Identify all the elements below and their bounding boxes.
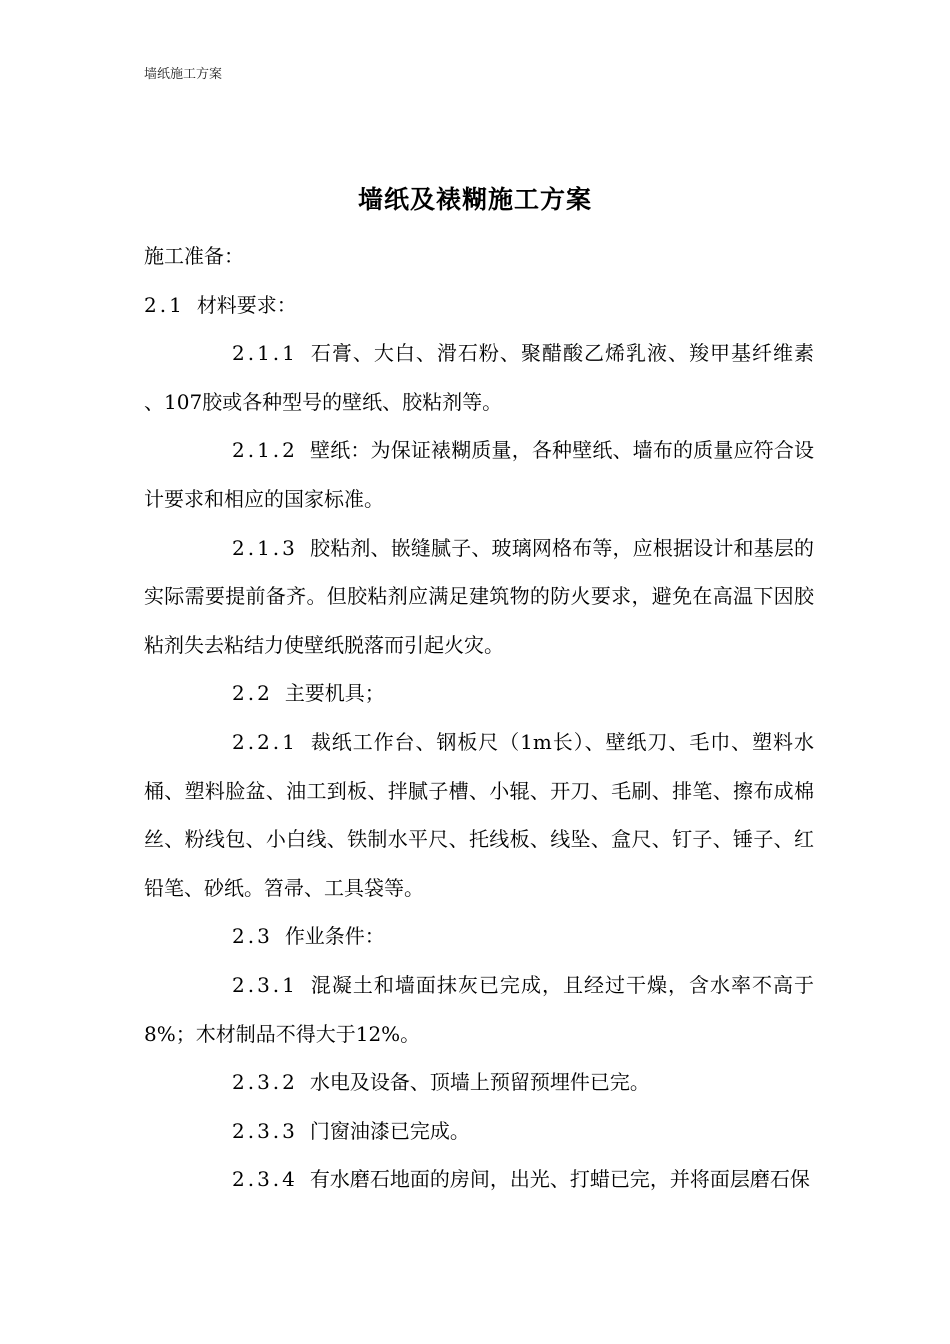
paragraph-2-3 [144,912,814,961]
running-header: 墙纸施工方案 [144,67,223,82]
paragraph-text: 混凝土和墙面抹灰已完成，且经过干燥，含水率不高于8%；木材制品不得大于12%。 [144,972,814,1046]
paragraph-2-3-2 [144,1058,814,1107]
paragraph-preparation [144,232,814,281]
paragraph-2-1-1 [144,329,814,426]
section-number: 2.3.3 [232,1118,298,1143]
document-body [144,232,814,1204]
section-number: 2.2.1 [232,729,298,754]
document-title: 墙纸及裱糊施工方案 [357,185,592,214]
paragraph-text: 壁纸：为保证裱糊质量，各种壁纸、墙布的质量应符合设计要求和相应的国家标准。 [144,438,814,511]
section-number: 2.1.1 [232,341,298,366]
section-number: 2.1 [144,292,185,317]
section-number: 2.3 [232,924,273,949]
paragraph-2-3-4 [144,1155,814,1204]
paragraph-2-2-1 [144,718,814,912]
paragraph-text: 裁纸工作台、钢板尺（1m长）、壁纸刀、毛巾、塑料水桶、塑料脸盆、油工到板、拌腻子槽、小辊、开刀、毛刷、排笔、擦布成棉丝、粉线包、小白线、铁制水平尺、托线板、线坠、盒尺、钉子、锤子、红铅笔、砂纸。笤帚、工具袋等。 [144,729,814,900]
section-number: 2.1.3 [232,535,298,560]
section-number: 2.2 [232,681,273,706]
paragraph-text: 有水磨石地面的房间，出光、打蜡已完，并将面层磨石保 [309,1167,810,1192]
paragraph-text: 主要机具； [284,681,385,706]
paragraph-text: 材料要求： [196,292,297,317]
paragraph-text: 作业条件： [284,924,385,949]
paragraph-2-3-1 [144,961,814,1058]
section-number: 2.3.4 [232,1167,298,1192]
section-number: 2.3.1 [232,972,298,997]
paragraph-2-2 [144,669,814,718]
section-number: 2.3.2 [232,1070,298,1095]
paragraph-text: 水电及设备、顶墙上预留预埋件已完。 [309,1070,650,1095]
paragraph-text: 门窗油漆已完成。 [309,1118,470,1143]
paragraph-text: 石膏、大白、滑石粉、聚醋酸乙烯乳液、羧甲基纤维素 、107胶或各种型号的壁纸、胶粘剂等。 [144,341,814,414]
paragraph-text: 施工准备： [144,244,244,268]
paragraph-text: 胶粘剂、嵌缝腻子、玻璃网格布等，应根据设计和基层的实际需要提前备齐。但胶粘剂应满足建筑物的防火要求，避免在高温下因胶粘剂失去粘结力使壁纸脱落而引起火灾。 [144,535,814,657]
paragraph-2-1-2 [144,426,814,523]
paragraph-2-3-3 [144,1107,814,1156]
section-number: 2.1.2 [232,438,298,463]
paragraph-2-1 [144,281,814,330]
paragraph-2-1-3 [144,524,814,670]
